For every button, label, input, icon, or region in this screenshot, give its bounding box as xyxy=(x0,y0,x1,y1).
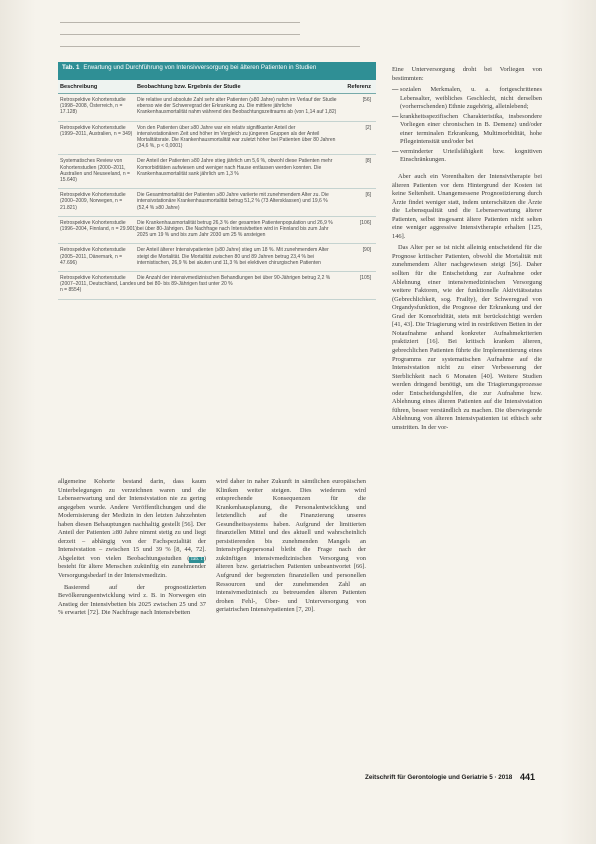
table-caption: Erwartung und Durchführung von Intensivversorgung bei älteren Patienten in Studien xyxy=(83,64,317,71)
table-row xyxy=(58,244,376,272)
table-row xyxy=(58,155,376,189)
left-column xyxy=(58,478,206,621)
row-reference: [105] xyxy=(359,275,371,282)
row-reference: [106] xyxy=(359,219,371,226)
list-item: — verminderter Urteilsfähigkeit bzw. kognitiven Einschränkungen. xyxy=(392,148,542,165)
table-label: Tab. 1 xyxy=(62,64,80,71)
risk-factor-list xyxy=(392,86,542,165)
table-row xyxy=(58,122,376,156)
row-result: Der Anteil älterer Intensivpatienten (≥80 Jahre) stieg um 18 %. Mit zunehmendem Alter steigt die Mortalität. Die Mortalität zwischen 80 und 89 Jahren betrug 23,4 % bei internistischen, 26,9 % bei akuten und 11,3 % bei elektiven chirurgischen Patienten xyxy=(137,247,329,266)
row-description: Retrospektive Kohortenstudie (2000–2009, Norwegen, n = 21.821) xyxy=(60,192,126,211)
row-reference: [8] xyxy=(365,158,371,165)
right-intro: Eine Unterversorgung droht bei Vorliegen von bestimmten: xyxy=(392,66,542,82)
header-result: Beobachtung bzw. Ergebnis der Studie xyxy=(137,84,241,90)
header-rule-3 xyxy=(60,46,360,47)
left-paragraph-2: Basierend auf der prognostizierten Bevölkerungsentwicklung wird z. B. in Norwegen ein Anstieg der Intensivbetten bis 2025 zwischen 25 und 37 % erwartet [72]. Die Nachfrage nach Intensivbetten xyxy=(58,583,206,617)
header-description: Beschreibung xyxy=(60,84,98,90)
row-result: Die relative und absolute Zahl sehr alter Patienten (≥80 Jahre) nahm im Verlauf der Studie ebenso wie der Schweregrad der Erkrankung zu. Die mittlere jährliche Krankenhausmortalität nahm während des Beobachtungszeitraums ab (von 1,14 auf 1,82) xyxy=(137,97,337,116)
row-result: Die Anzahl der intensivmedizinischen Behandlungen bei über 90-Jährigen betrug 2,2 % und bei 80- bis 89-Jährigen fast unter 20 % xyxy=(137,275,331,288)
table-title xyxy=(58,62,376,80)
row-result: Die Gesamtmortalität der Patienten ≥80 Jahre variierte mit zunehmendem Alter zu. Die intensivstationäre Krankenhausmortalität betrug 51,2 % (73 Altersklassen) und 19,6 % (52,4 % ≥80 Jahre) xyxy=(137,192,329,211)
left-paragraph-1: allgemeine Kohorte bestand darin, dass kaum Unterbelegungen zu verzeichnen waren und die Lebenserwartung und der Intensivstation nie zu gering angegeben wurde. Andere Veröffentlichungen und die Modernisierung der Medizin in den letzten Jahrzehnten haben diesen Behauptungen nachhaltig gestellt [56]. Der Anteil der Patienten ≥80 Jahre nimmt stetig zu und liegt derzeit – abhängig von der Fachspezialität der Intensivstation – zwischen 15 und 39 % [8, 44, 72]. Abgeleitet von vielen Beobachtungsstudien (Tab. 1) besteht für ältere Menschen zukünftig ein zunehmender Versorgungsbedarf in der Intensivmedizin. xyxy=(58,478,206,580)
row-result: Der Anteil der Patienten ≥80 Jahre stieg jährlich um 5,6 %, obwohl diese Patienten mehr Komorbiditäten aufwiesen und weniger nach Hause entlassen werden konnten. Die Krankenhausmortalität sank jährlich um 1,3 % xyxy=(137,158,333,177)
row-description: Retrospektive Kohortenstudie (2005–2011, Dänemark, n = 47.696) xyxy=(60,247,126,266)
middle-column xyxy=(216,478,366,618)
row-reference: [6] xyxy=(365,192,371,199)
table-row xyxy=(58,94,376,122)
data-table xyxy=(58,62,376,474)
header-rule-2 xyxy=(60,34,300,35)
row-description: Retrospektive Kohortenstudie (2007–2011, Deutschland, Landes n = 8554) xyxy=(60,275,137,294)
table-header-row xyxy=(58,80,376,94)
right-paragraph-1: Aber auch ein Vorenthalten der Intensivtherapie bei älteren Patienten vor dem Hintergrund der Kosten ist keine Seltenheit. Unangemessene Prognostizierung durch Ärzte findet weniger statt, indem unterschätzen die Ärzte die Lebensqualität und die Lebenserwartung älterer Patienten, selbst insgesamt ältere Patienten nicht selten eine weniger aggressive Intensivtherapie erhalten [125, 146]. xyxy=(392,173,542,240)
journal-footer: Zeitschrift für Gerontologie und Geriatrie 5 · 2018 xyxy=(365,774,513,781)
row-reference: [90] xyxy=(362,247,371,254)
list-item: — krankheitsspezifischen Charakteristika, insbesondere Vorliegen einer chronischen in B. Demenz) und/oder einer terminalen Erkrankung, Multimorbidität, hohe Pflegeintensität und/oder bei xyxy=(392,113,542,147)
row-description: Retrospektive Kohortenstudie (1996–2004, Finnland, n = 29.901) xyxy=(60,219,137,233)
table-row xyxy=(58,217,376,245)
row-description: Retrospektive Kohortenstudie (1999–2011, Australien, n = 349) xyxy=(60,124,133,137)
header-rule-1 xyxy=(60,22,300,23)
row-reference: [2] xyxy=(365,124,371,131)
row-description: Retrospektive Kohortenstudie (1998–2008, Österreich, n = 17.128) xyxy=(60,97,126,116)
middle-paragraph-1: wird daher in naher Zukunft in sämtlichen europäischen Kliniken weiter steigen. Dies wiederum wird entsprechende Konsequenzen für die Krankenhausplanung, die Personalentwicklung und letztendlich auf die Finanzierung unseres Gesundheitssystems haben. Aufgrund der limitierten finanziellen Mittel und des aktuell und wahrscheinlich persistierenden bis zunehmenden Mangels an Intensivpflegepersonal bleibt die Frage nach der zukünftigen intensivmedizinischen Versorgung von älteren bzw. geriatrischen Patienten unbeantwortet [66]. Aufgrund der begrenzten finanziellen und personellen Ressourcen und der zunehmenden Zahl an intensivmedizinisch zu betreuenden älteren Patienten drohen Fehl-, Über- und Unterversorgung von geriatrischen Intensivpatienten [7, 20]. xyxy=(216,478,366,614)
row-result: Von den Patienten über ≥80 Jahre war ein relativ signifikanter Anteil der intensivstationären Zeit und höher im Vergleich zu jüngeren Gruppen als der Anteil Mortalitätsrate. Die Krankenhausmortalität war zuletzt höher bei Patienten über 80 Jahren (34,6 %, p < 0,0001) xyxy=(137,124,336,150)
page-number: 441 xyxy=(520,772,536,782)
table-reference-link[interactable]: Tab. 1 xyxy=(190,556,203,562)
row-description: Systematisches Review von Kohortenstudien (2000–2011, Australien und Neuseeland, n = 15.640) xyxy=(60,158,130,184)
row-reference: [56] xyxy=(362,97,371,103)
right-paragraph-2: Das Alter per se ist nicht alleinig entscheidend für die Prognose kritischer Patienten, obwohl die Mortalität mit zunehmendem Alter nachgewiesen steigt [56]. Daher sollten für die Entscheidung zur Aufnahme oder Ablehnung einer intensivmedizinischen Versorgung weitere Faktoren, wie der funktionelle Aktivitätsstatus (Gebrechlichkeit, sog. Frailty), der Schweregrad von Organdysfunktion, die Prognose der Erkrankung und der Grad der Komorbidität, stets mit berücksichtigt werden [41, 43]. Die Triagierung wird in restriktiven Betten in der Notaufnahme anhand konkreter Aufnahmekriterien praktiziert [16]. Bei kritisch kranken älteren, gebrechlichen Patienten führte die Implementierung eines Programms zur systematischen Aufnahme auf die Intensivstation nicht zu einer Verbesserung der Sterblichkeit nach 6 Monaten [40]. Weitere Studien werden dringend benötigt, um die Triagierungsprozesse oder Entscheidungshilfen, die zur Aufnahme bzw. Ablehnung eines älteren Patienten auf die Intensivstation führen, besser verständlich zu machen. Die überwiegende Ablehnung von älteren Intensivpatienten ist ethisch sehr umstritten. In der vor- xyxy=(392,244,542,431)
row-result: Die Krankenhausmortalität betrug 26,3 % der gesamten Patientenpopulation und 26,9 % bei über 80-Jährigen. Die Nachfrage nach Intensivbetten wird in Finnland bis zum Jahr 2025 um 19 % und bis zum Jahr 2030 um 25 % ansteigen xyxy=(137,219,333,239)
table-row xyxy=(58,272,376,300)
header-reference: Referenz xyxy=(347,84,371,90)
table-row xyxy=(58,189,376,217)
list-item: — sozialen Merkmalen, u. a. fortgeschrittenes Lebensalter, weibliches Geschlecht, nicht derselben (vorherrschenden) Ethnie zugehörig, alleinlebend; xyxy=(392,86,542,112)
right-column xyxy=(392,66,542,435)
